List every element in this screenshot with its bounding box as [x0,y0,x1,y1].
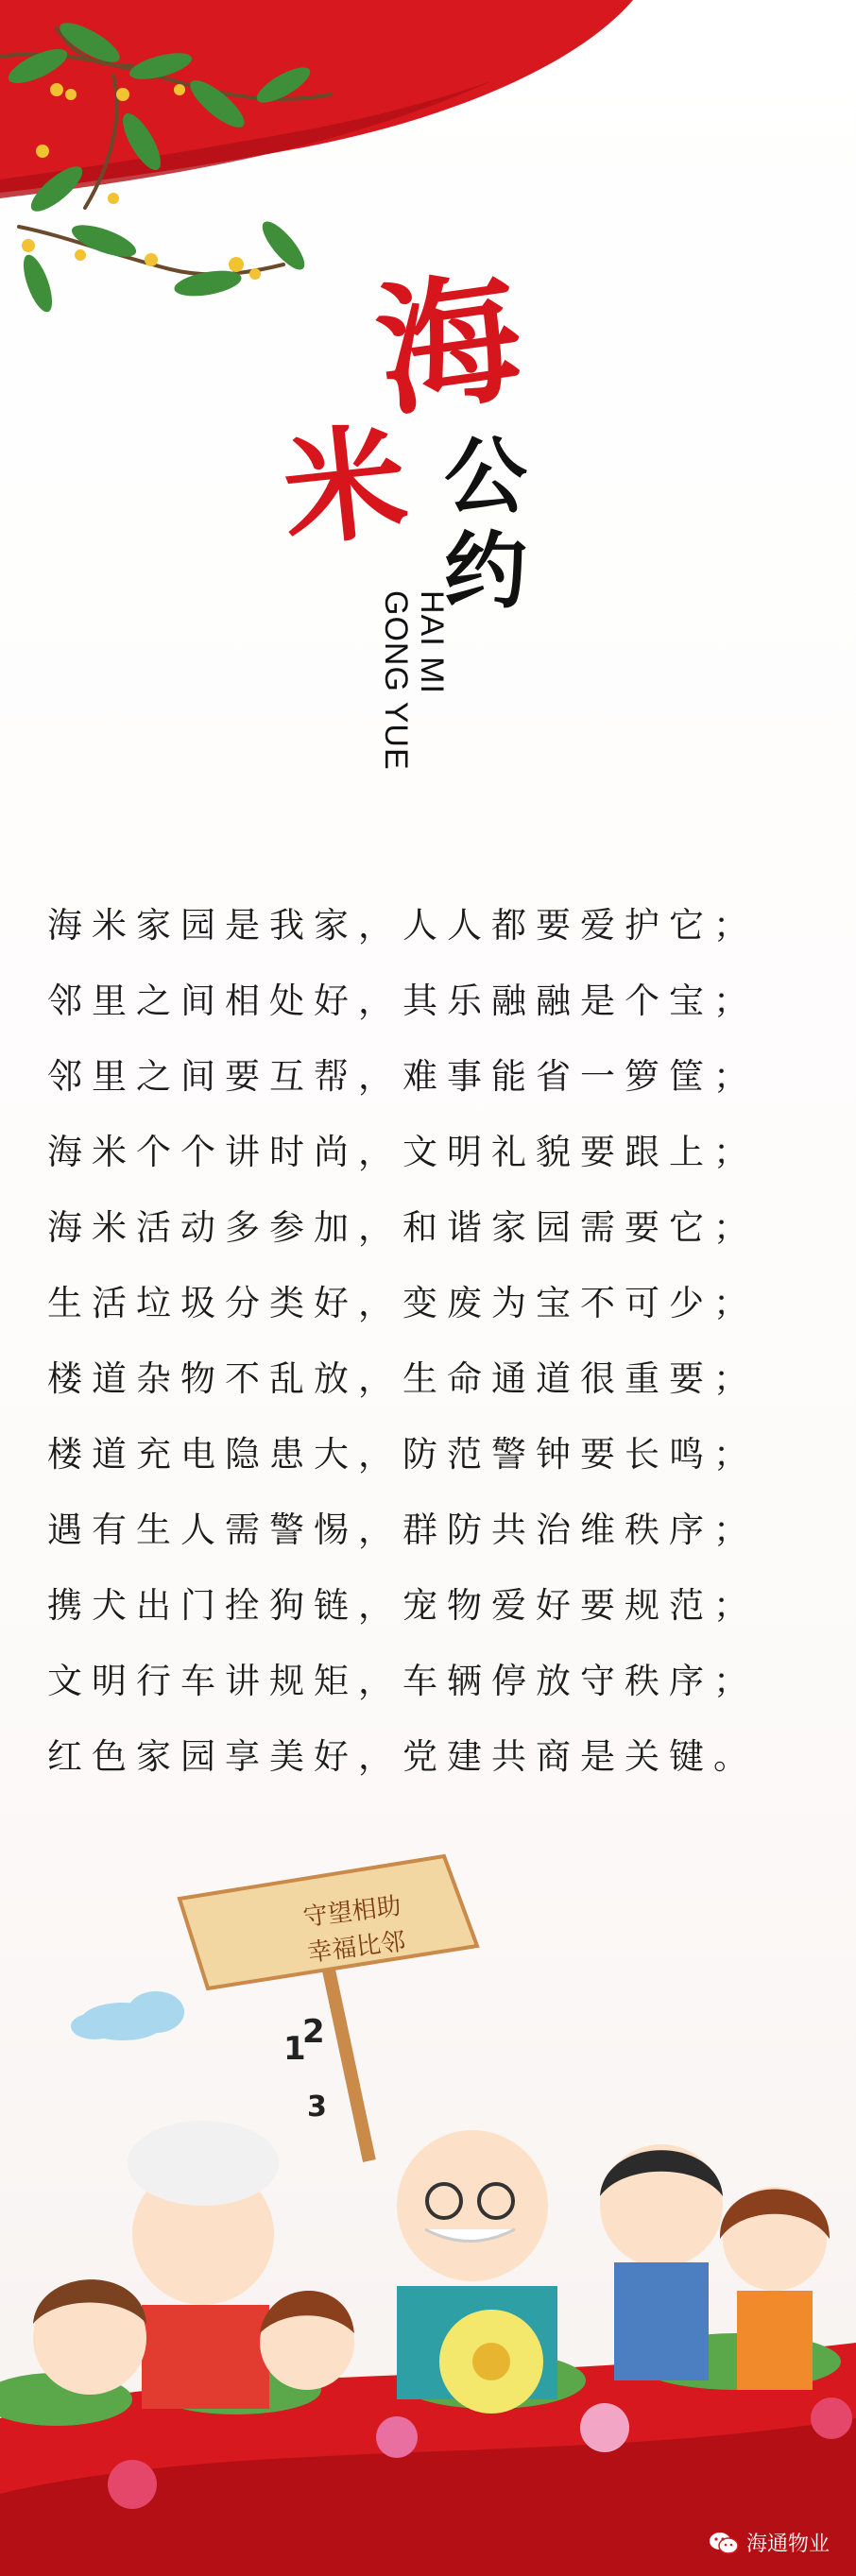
poem-line: 邻里之间要互帮，难事能省一箩筐； [47,1056,758,1097]
poem-line: 携犬出门拴狗链，宠物爱好要规范； [47,1585,758,1626]
poem-line: 楼道杂物不乱放，生命通道很重要； [47,1358,758,1399]
number-2: 2 [302,2013,325,2051]
wechat-icon [709,2531,739,2555]
cloud-icon [71,1991,184,2040]
poem-line: 邻里之间相处好，其乐融融是个宝； [47,981,758,1021]
poem-line: 楼道充电隐患大，防范警钟要长鸣； [47,1434,758,1475]
poem-line: 海米活动多参加，和谐家园需要它； [47,1207,758,1248]
brand-label: 海通物业 [745,2533,830,2556]
poem-line: 海米个个讲时尚，文明礼貌要跟上； [47,1132,758,1172]
poem-line: 生活垃圾分类好，变废为宝不可少； [47,1283,758,1323]
title-char-hai: 海 [367,252,531,437]
title-char-gong: 公 [444,427,528,525]
poem-line: 红色家园享美好，党建共商是关键。 [47,1736,758,1777]
pinyin-line-1: HAI MI [414,590,450,694]
convention-text [47,888,822,1795]
title-char-yue: 约 [444,521,528,620]
number-3: 3 [307,2090,327,2124]
poem-line: 遇有生人需警惕，群防共治维秩序； [47,1510,758,1550]
brand-badge [709,2528,830,2557]
title-char-mi: 米 [276,407,414,565]
title-pinyin [378,590,450,779]
number-1: 1 [283,2030,306,2068]
sign-line-1: 守望相助 [301,1891,403,1933]
title-block [276,252,567,803]
poem-line: 文明行车讲规矩，车辆停放守秩序； [47,1661,758,1701]
sign-line-2: 幸福比邻 [305,1927,407,1969]
poem-line: 海米家园是我家，人人都要爱护它； [47,905,758,946]
pinyin-line-2: GONG YUE [378,590,414,771]
